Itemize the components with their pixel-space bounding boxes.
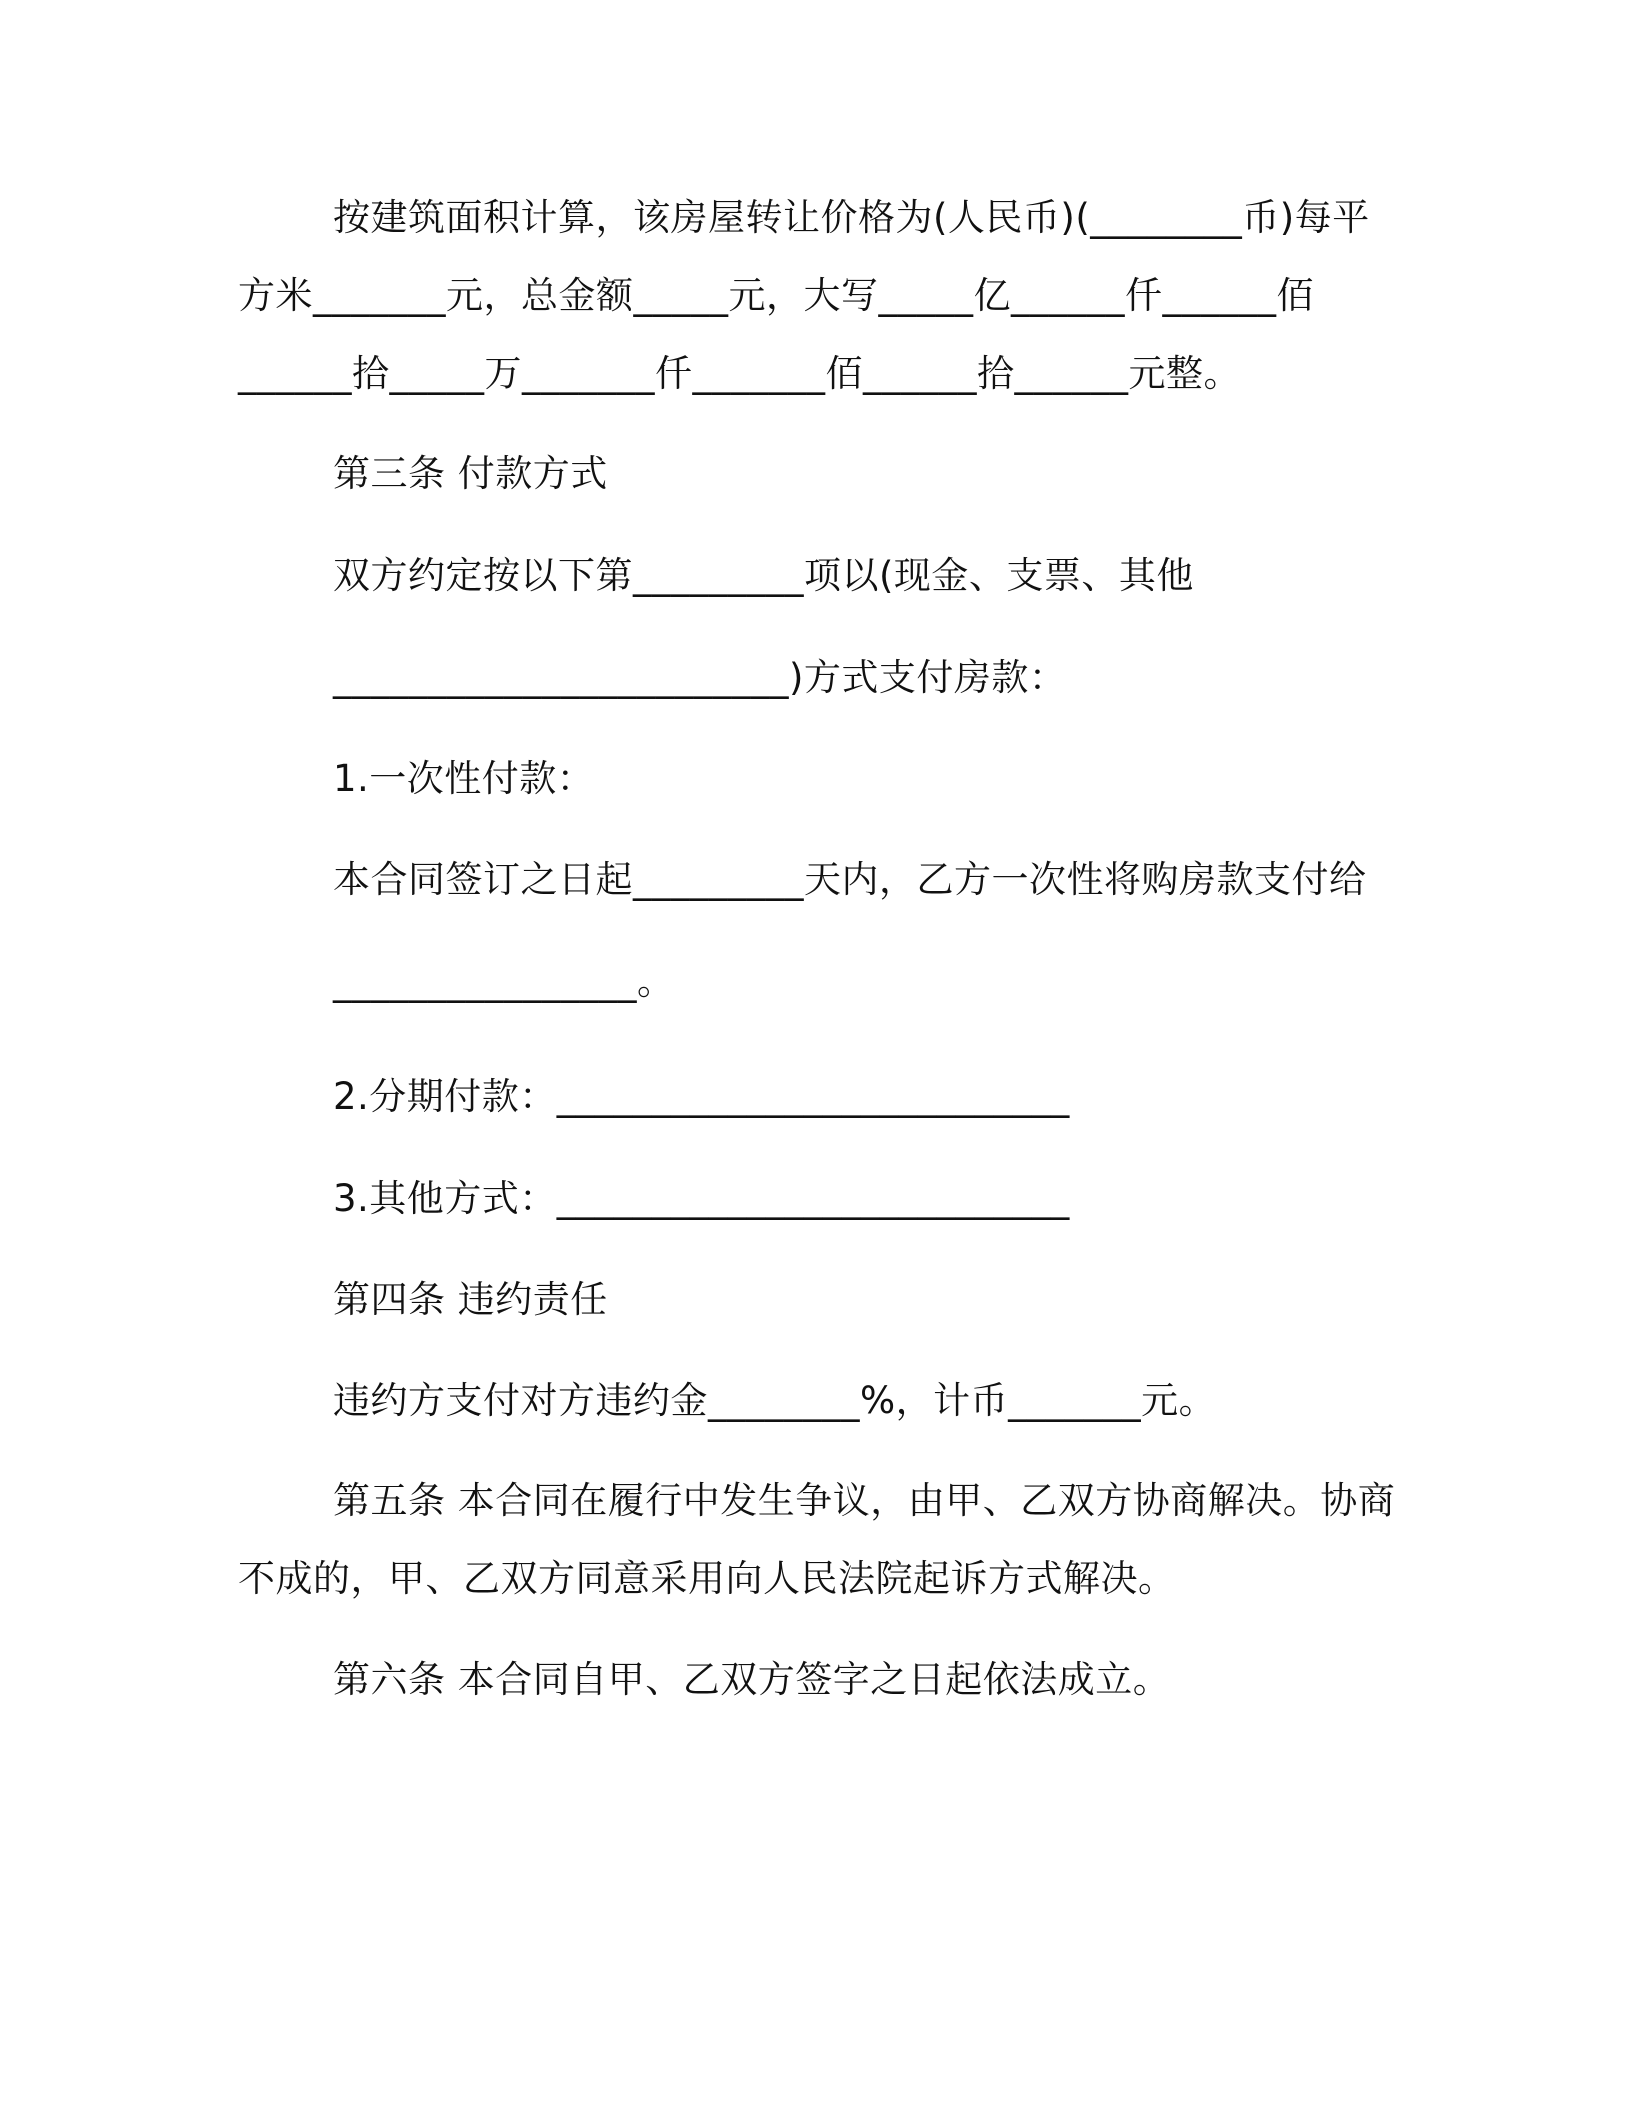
price-paragraph-line-1: 按建筑面积计算，该房屋转让价格为(人民币)(________币)每平 (333, 196, 1370, 239)
article-3-intro-line-1: 双方约定按以下第_________项以(现金、支票、其他 (333, 554, 1194, 597)
article-3-item-1-line-2: ________________。 (333, 960, 675, 1003)
article-3-item-3: 3.其他方式：___________________________ (333, 1177, 1070, 1220)
article-3-item-1-title: 1.一次性付款： (333, 757, 595, 800)
article-5-line-2: 不成的，甲、乙双方同意采用向人民法院起诉方式解决。 (238, 1557, 1176, 1600)
article-3-item-2: 2.分期付款：___________________________ (333, 1075, 1070, 1118)
article-3-item-1-line-1: 本合同签订之日起_________天内，乙方一次性将购房款支付给 (333, 858, 1367, 901)
article-3-intro-line-2: ________________________)方式支付房款： (333, 656, 1067, 699)
article-5-line-1: 第五条 本合同在履行中发生争议，由甲、乙双方协商解决。协商 (333, 1479, 1396, 1522)
article-6-text: 第六条 本合同自甲、乙双方签字之日起依法成立。 (333, 1658, 1171, 1701)
article-3-heading: 第三条 付款方式 (333, 452, 608, 495)
article-4-heading: 第四条 违约责任 (333, 1278, 608, 1321)
article-4-text: 违约方支付对方违约金________%，计币_______元。 (333, 1379, 1217, 1422)
price-paragraph-line-2: 方米_______元，总金额_____元，大写_____亿______仟______佰 (238, 274, 1314, 317)
price-paragraph-line-3: ______拾_____万_______仟_______佰______拾______元整。 (238, 352, 1241, 395)
